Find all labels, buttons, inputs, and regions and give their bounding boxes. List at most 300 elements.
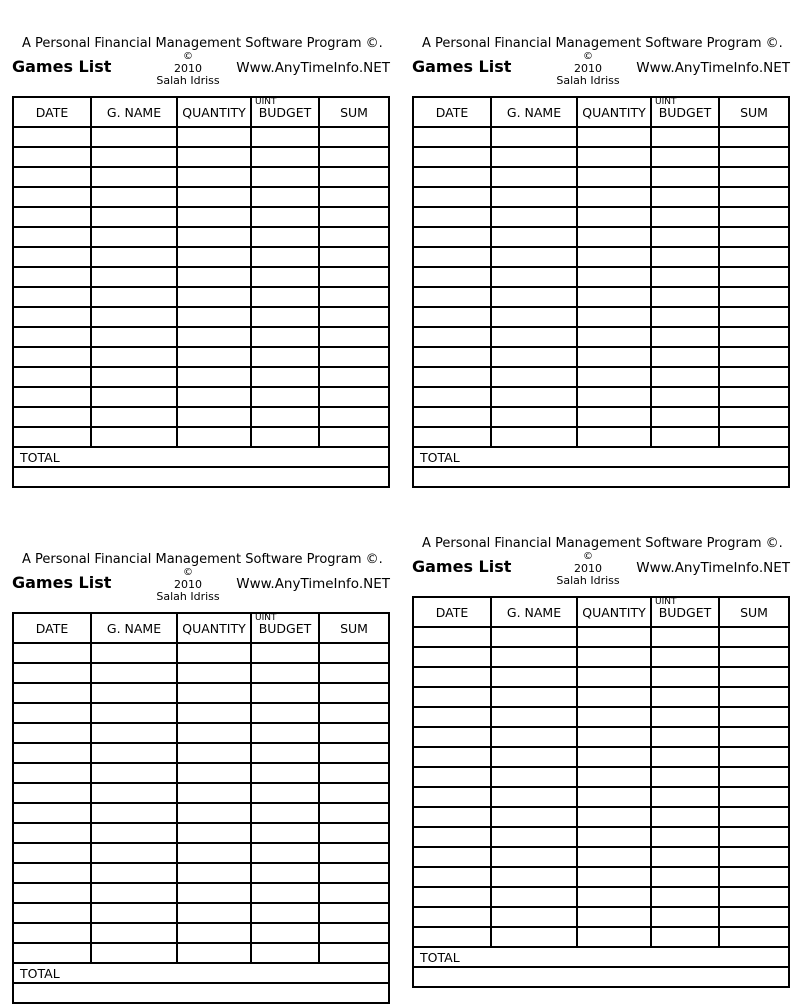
budget-cell[interactable] <box>652 128 720 146</box>
quantity-cell[interactable] <box>578 928 652 946</box>
quantity-cell[interactable] <box>578 168 652 186</box>
budget-cell[interactable] <box>252 924 320 942</box>
date-cell[interactable] <box>14 784 92 802</box>
sum-cell[interactable] <box>720 828 788 846</box>
quantity-cell[interactable] <box>578 228 652 246</box>
sum-cell[interactable] <box>720 708 788 726</box>
sum-cell[interactable] <box>320 684 388 702</box>
game-name-cell[interactable] <box>492 188 578 206</box>
game-name-cell[interactable] <box>92 724 178 742</box>
date-cell[interactable] <box>14 388 92 406</box>
date-cell[interactable] <box>14 664 92 682</box>
date-cell[interactable] <box>414 888 492 906</box>
date-cell[interactable] <box>414 668 492 686</box>
budget-cell[interactable] <box>652 708 720 726</box>
sum-cell[interactable] <box>320 764 388 782</box>
date-cell[interactable] <box>414 808 492 826</box>
date-cell[interactable] <box>414 868 492 886</box>
quantity-cell[interactable] <box>178 784 252 802</box>
game-name-cell[interactable] <box>92 348 178 366</box>
date-cell[interactable] <box>414 428 492 446</box>
sum-cell[interactable] <box>320 288 388 306</box>
budget-cell[interactable] <box>252 288 320 306</box>
sum-cell[interactable] <box>320 368 388 386</box>
budget-cell[interactable] <box>652 848 720 866</box>
date-cell[interactable] <box>14 844 92 862</box>
game-name-cell[interactable] <box>492 388 578 406</box>
quantity-cell[interactable] <box>578 908 652 926</box>
quantity-cell[interactable] <box>578 768 652 786</box>
budget-cell[interactable] <box>252 884 320 902</box>
game-name-cell[interactable] <box>92 388 178 406</box>
sum-cell[interactable] <box>720 768 788 786</box>
game-name-cell[interactable] <box>492 908 578 926</box>
date-cell[interactable] <box>14 704 92 722</box>
quantity-cell[interactable] <box>178 208 252 226</box>
sum-cell[interactable] <box>320 724 388 742</box>
budget-cell[interactable] <box>652 868 720 886</box>
date-cell[interactable] <box>14 644 92 662</box>
budget-cell[interactable] <box>652 148 720 166</box>
game-name-cell[interactable] <box>92 744 178 762</box>
date-cell[interactable] <box>14 904 92 922</box>
game-name-cell[interactable] <box>92 268 178 286</box>
sum-cell[interactable] <box>320 388 388 406</box>
quantity-cell[interactable] <box>178 684 252 702</box>
sum-cell[interactable] <box>720 208 788 226</box>
date-cell[interactable] <box>414 168 492 186</box>
game-name-cell[interactable] <box>92 328 178 346</box>
budget-cell[interactable] <box>252 408 320 426</box>
quantity-cell[interactable] <box>178 644 252 662</box>
budget-cell[interactable] <box>252 328 320 346</box>
game-name-cell[interactable] <box>492 868 578 886</box>
quantity-cell[interactable] <box>578 328 652 346</box>
budget-cell[interactable] <box>652 248 720 266</box>
budget-cell[interactable] <box>252 664 320 682</box>
date-cell[interactable] <box>414 368 492 386</box>
sum-cell[interactable] <box>320 824 388 842</box>
quantity-cell[interactable] <box>178 764 252 782</box>
game-name-cell[interactable] <box>92 764 178 782</box>
game-name-cell[interactable] <box>492 648 578 666</box>
game-name-cell[interactable] <box>92 188 178 206</box>
quantity-cell[interactable] <box>578 348 652 366</box>
sum-cell[interactable] <box>720 748 788 766</box>
date-cell[interactable] <box>414 388 492 406</box>
date-cell[interactable] <box>414 908 492 926</box>
game-name-cell[interactable] <box>92 904 178 922</box>
date-cell[interactable] <box>414 748 492 766</box>
date-cell[interactable] <box>14 864 92 882</box>
sum-cell[interactable] <box>720 308 788 326</box>
budget-cell[interactable] <box>652 428 720 446</box>
quantity-cell[interactable] <box>178 664 252 682</box>
date-cell[interactable] <box>14 744 92 762</box>
budget-cell[interactable] <box>252 904 320 922</box>
total-value-row[interactable] <box>14 468 388 486</box>
game-name-cell[interactable] <box>492 228 578 246</box>
website-link[interactable]: Www.AnyTimeInfo.NET <box>636 560 790 576</box>
quantity-cell[interactable] <box>178 288 252 306</box>
budget-cell[interactable] <box>252 684 320 702</box>
date-cell[interactable] <box>14 128 92 146</box>
budget-cell[interactable] <box>252 644 320 662</box>
game-name-cell[interactable] <box>492 768 578 786</box>
budget-cell[interactable] <box>252 148 320 166</box>
budget-cell[interactable] <box>252 704 320 722</box>
total-value-row[interactable] <box>414 968 788 986</box>
total-value-row[interactable] <box>414 468 788 486</box>
budget-cell[interactable] <box>252 724 320 742</box>
game-name-cell[interactable] <box>492 928 578 946</box>
date-cell[interactable] <box>414 228 492 246</box>
date-cell[interactable] <box>414 628 492 646</box>
quantity-cell[interactable] <box>178 824 252 842</box>
quantity-cell[interactable] <box>178 724 252 742</box>
date-cell[interactable] <box>414 248 492 266</box>
date-cell[interactable] <box>14 684 92 702</box>
budget-cell[interactable] <box>252 764 320 782</box>
budget-cell[interactable] <box>252 208 320 226</box>
date-cell[interactable] <box>14 724 92 742</box>
game-name-cell[interactable] <box>92 784 178 802</box>
game-name-cell[interactable] <box>92 368 178 386</box>
website-link[interactable]: Www.AnyTimeInfo.NET <box>636 60 790 76</box>
date-cell[interactable] <box>14 248 92 266</box>
game-name-cell[interactable] <box>92 704 178 722</box>
budget-cell[interactable] <box>252 844 320 862</box>
game-name-cell[interactable] <box>492 248 578 266</box>
sum-cell[interactable] <box>320 944 388 962</box>
quantity-cell[interactable] <box>578 428 652 446</box>
sum-cell[interactable] <box>320 644 388 662</box>
quantity-cell[interactable] <box>178 368 252 386</box>
sum-cell[interactable] <box>720 908 788 926</box>
budget-cell[interactable] <box>252 744 320 762</box>
quantity-cell[interactable] <box>178 804 252 822</box>
sum-cell[interactable] <box>720 248 788 266</box>
sum-cell[interactable] <box>720 188 788 206</box>
game-name-cell[interactable] <box>492 808 578 826</box>
budget-cell[interactable] <box>652 828 720 846</box>
sum-cell[interactable] <box>720 928 788 946</box>
game-name-cell[interactable] <box>92 804 178 822</box>
quantity-cell[interactable] <box>178 924 252 942</box>
sum-cell[interactable] <box>320 704 388 722</box>
date-cell[interactable] <box>14 288 92 306</box>
quantity-cell[interactable] <box>178 864 252 882</box>
budget-cell[interactable] <box>652 208 720 226</box>
sum-cell[interactable] <box>320 168 388 186</box>
quantity-cell[interactable] <box>578 708 652 726</box>
date-cell[interactable] <box>414 128 492 146</box>
budget-cell[interactable] <box>652 348 720 366</box>
budget-cell[interactable] <box>252 228 320 246</box>
quantity-cell[interactable] <box>178 268 252 286</box>
quantity-cell[interactable] <box>178 128 252 146</box>
sum-cell[interactable] <box>720 148 788 166</box>
date-cell[interactable] <box>14 944 92 962</box>
sum-cell[interactable] <box>720 888 788 906</box>
budget-cell[interactable] <box>652 328 720 346</box>
game-name-cell[interactable] <box>92 884 178 902</box>
budget-cell[interactable] <box>652 768 720 786</box>
date-cell[interactable] <box>414 148 492 166</box>
sum-cell[interactable] <box>320 248 388 266</box>
quantity-cell[interactable] <box>578 308 652 326</box>
date-cell[interactable] <box>14 764 92 782</box>
quantity-cell[interactable] <box>178 168 252 186</box>
budget-cell[interactable] <box>252 944 320 962</box>
game-name-cell[interactable] <box>92 128 178 146</box>
budget-cell[interactable] <box>652 308 720 326</box>
game-name-cell[interactable] <box>92 844 178 862</box>
game-name-cell[interactable] <box>492 828 578 846</box>
date-cell[interactable] <box>414 328 492 346</box>
sum-cell[interactable] <box>320 844 388 862</box>
date-cell[interactable] <box>14 268 92 286</box>
game-name-cell[interactable] <box>492 368 578 386</box>
sum-cell[interactable] <box>720 808 788 826</box>
game-name-cell[interactable] <box>92 248 178 266</box>
game-name-cell[interactable] <box>92 664 178 682</box>
budget-cell[interactable] <box>652 628 720 646</box>
quantity-cell[interactable] <box>178 228 252 246</box>
game-name-cell[interactable] <box>492 128 578 146</box>
budget-cell[interactable] <box>652 808 720 826</box>
game-name-cell[interactable] <box>492 328 578 346</box>
sum-cell[interactable] <box>320 268 388 286</box>
sum-cell[interactable] <box>320 408 388 426</box>
budget-cell[interactable] <box>252 368 320 386</box>
game-name-cell[interactable] <box>492 668 578 686</box>
game-name-cell[interactable] <box>92 308 178 326</box>
game-name-cell[interactable] <box>492 408 578 426</box>
game-name-cell[interactable] <box>492 308 578 326</box>
date-cell[interactable] <box>14 148 92 166</box>
game-name-cell[interactable] <box>92 148 178 166</box>
date-cell[interactable] <box>414 308 492 326</box>
sum-cell[interactable] <box>320 328 388 346</box>
game-name-cell[interactable] <box>492 688 578 706</box>
quantity-cell[interactable] <box>178 704 252 722</box>
quantity-cell[interactable] <box>578 388 652 406</box>
sum-cell[interactable] <box>720 648 788 666</box>
sum-cell[interactable] <box>720 848 788 866</box>
date-cell[interactable] <box>14 348 92 366</box>
game-name-cell[interactable] <box>92 428 178 446</box>
date-cell[interactable] <box>14 368 92 386</box>
game-name-cell[interactable] <box>492 148 578 166</box>
game-name-cell[interactable] <box>492 628 578 646</box>
quantity-cell[interactable] <box>178 884 252 902</box>
sum-cell[interactable] <box>320 308 388 326</box>
game-name-cell[interactable] <box>492 428 578 446</box>
sum-cell[interactable] <box>720 668 788 686</box>
sum-cell[interactable] <box>720 328 788 346</box>
budget-cell[interactable] <box>652 888 720 906</box>
game-name-cell[interactable] <box>492 848 578 866</box>
game-name-cell[interactable] <box>92 864 178 882</box>
budget-cell[interactable] <box>252 168 320 186</box>
budget-cell[interactable] <box>252 784 320 802</box>
sum-cell[interactable] <box>720 368 788 386</box>
game-name-cell[interactable] <box>92 208 178 226</box>
game-name-cell[interactable] <box>92 644 178 662</box>
date-cell[interactable] <box>414 828 492 846</box>
budget-cell[interactable] <box>652 408 720 426</box>
quantity-cell[interactable] <box>578 208 652 226</box>
sum-cell[interactable] <box>720 428 788 446</box>
date-cell[interactable] <box>14 408 92 426</box>
game-name-cell[interactable] <box>492 268 578 286</box>
sum-cell[interactable] <box>320 208 388 226</box>
budget-cell[interactable] <box>252 864 320 882</box>
sum-cell[interactable] <box>720 128 788 146</box>
sum-cell[interactable] <box>320 924 388 942</box>
sum-cell[interactable] <box>320 864 388 882</box>
date-cell[interactable] <box>14 824 92 842</box>
budget-cell[interactable] <box>652 648 720 666</box>
date-cell[interactable] <box>14 188 92 206</box>
date-cell[interactable] <box>414 188 492 206</box>
quantity-cell[interactable] <box>578 188 652 206</box>
quantity-cell[interactable] <box>578 728 652 746</box>
budget-cell[interactable] <box>252 388 320 406</box>
sum-cell[interactable] <box>320 128 388 146</box>
quantity-cell[interactable] <box>178 248 252 266</box>
quantity-cell[interactable] <box>178 428 252 446</box>
date-cell[interactable] <box>414 408 492 426</box>
sum-cell[interactable] <box>720 408 788 426</box>
budget-cell[interactable] <box>252 804 320 822</box>
game-name-cell[interactable] <box>92 168 178 186</box>
date-cell[interactable] <box>414 928 492 946</box>
quantity-cell[interactable] <box>578 648 652 666</box>
quantity-cell[interactable] <box>178 944 252 962</box>
budget-cell[interactable] <box>252 128 320 146</box>
budget-cell[interactable] <box>252 248 320 266</box>
sum-cell[interactable] <box>320 148 388 166</box>
date-cell[interactable] <box>414 788 492 806</box>
quantity-cell[interactable] <box>178 348 252 366</box>
game-name-cell[interactable] <box>492 708 578 726</box>
sum-cell[interactable] <box>320 228 388 246</box>
sum-cell[interactable] <box>720 788 788 806</box>
budget-cell[interactable] <box>652 268 720 286</box>
quantity-cell[interactable] <box>178 744 252 762</box>
budget-cell[interactable] <box>652 788 720 806</box>
budget-cell[interactable] <box>252 428 320 446</box>
date-cell[interactable] <box>414 708 492 726</box>
sum-cell[interactable] <box>320 428 388 446</box>
quantity-cell[interactable] <box>578 788 652 806</box>
game-name-cell[interactable] <box>92 684 178 702</box>
date-cell[interactable] <box>414 268 492 286</box>
quantity-cell[interactable] <box>578 868 652 886</box>
game-name-cell[interactable] <box>492 208 578 226</box>
quantity-cell[interactable] <box>178 844 252 862</box>
budget-cell[interactable] <box>652 668 720 686</box>
quantity-cell[interactable] <box>578 368 652 386</box>
quantity-cell[interactable] <box>578 748 652 766</box>
quantity-cell[interactable] <box>578 248 652 266</box>
quantity-cell[interactable] <box>578 888 652 906</box>
sum-cell[interactable] <box>720 228 788 246</box>
date-cell[interactable] <box>414 728 492 746</box>
sum-cell[interactable] <box>720 688 788 706</box>
date-cell[interactable] <box>414 348 492 366</box>
date-cell[interactable] <box>14 328 92 346</box>
sum-cell[interactable] <box>720 868 788 886</box>
quantity-cell[interactable] <box>178 188 252 206</box>
date-cell[interactable] <box>414 848 492 866</box>
date-cell[interactable] <box>14 884 92 902</box>
quantity-cell[interactable] <box>578 268 652 286</box>
date-cell[interactable] <box>14 804 92 822</box>
sum-cell[interactable] <box>320 348 388 366</box>
sum-cell[interactable] <box>320 188 388 206</box>
sum-cell[interactable] <box>720 268 788 286</box>
quantity-cell[interactable] <box>178 408 252 426</box>
budget-cell[interactable] <box>652 928 720 946</box>
date-cell[interactable] <box>14 428 92 446</box>
sum-cell[interactable] <box>320 664 388 682</box>
date-cell[interactable] <box>414 648 492 666</box>
quantity-cell[interactable] <box>578 628 652 646</box>
quantity-cell[interactable] <box>178 328 252 346</box>
quantity-cell[interactable] <box>578 848 652 866</box>
budget-cell[interactable] <box>252 824 320 842</box>
sum-cell[interactable] <box>320 904 388 922</box>
sum-cell[interactable] <box>320 744 388 762</box>
game-name-cell[interactable] <box>492 748 578 766</box>
date-cell[interactable] <box>14 208 92 226</box>
game-name-cell[interactable] <box>92 924 178 942</box>
date-cell[interactable] <box>414 288 492 306</box>
date-cell[interactable] <box>14 924 92 942</box>
budget-cell[interactable] <box>252 348 320 366</box>
budget-cell[interactable] <box>252 308 320 326</box>
sum-cell[interactable] <box>320 804 388 822</box>
sum-cell[interactable] <box>720 168 788 186</box>
website-link[interactable]: Www.AnyTimeInfo.NET <box>236 60 390 76</box>
budget-cell[interactable] <box>652 908 720 926</box>
game-name-cell[interactable] <box>492 348 578 366</box>
budget-cell[interactable] <box>652 168 720 186</box>
quantity-cell[interactable] <box>178 388 252 406</box>
game-name-cell[interactable] <box>492 788 578 806</box>
budget-cell[interactable] <box>652 188 720 206</box>
quantity-cell[interactable] <box>578 668 652 686</box>
budget-cell[interactable] <box>652 728 720 746</box>
total-value-row[interactable] <box>14 984 388 1002</box>
date-cell[interactable] <box>414 768 492 786</box>
budget-cell[interactable] <box>652 228 720 246</box>
sum-cell[interactable] <box>720 728 788 746</box>
date-cell[interactable] <box>14 228 92 246</box>
date-cell[interactable] <box>414 688 492 706</box>
sum-cell[interactable] <box>320 784 388 802</box>
budget-cell[interactable] <box>652 688 720 706</box>
date-cell[interactable] <box>14 308 92 326</box>
budget-cell[interactable] <box>652 288 720 306</box>
game-name-cell[interactable] <box>92 944 178 962</box>
website-link[interactable]: Www.AnyTimeInfo.NET <box>236 576 390 592</box>
game-name-cell[interactable] <box>492 288 578 306</box>
budget-cell[interactable] <box>652 748 720 766</box>
